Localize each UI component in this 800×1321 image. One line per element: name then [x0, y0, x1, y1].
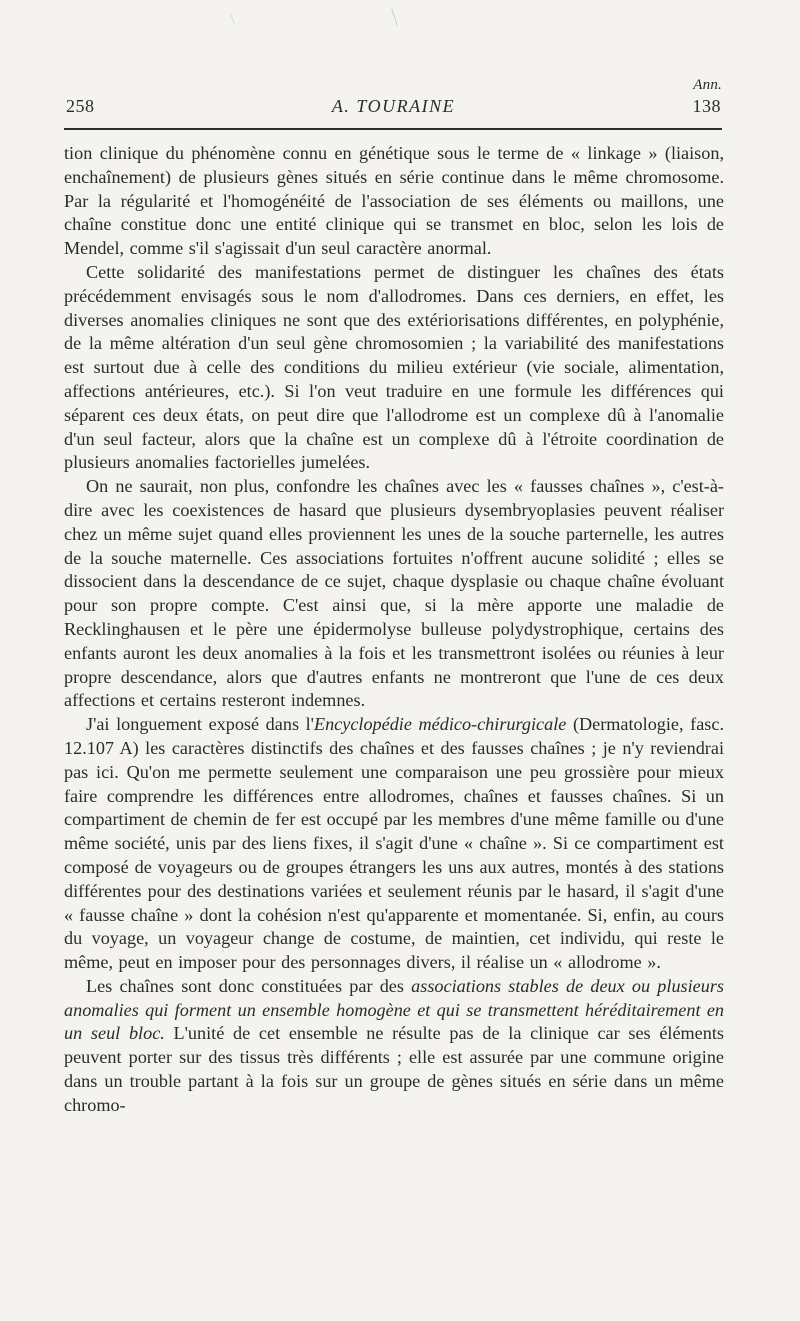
- paragraph: tion clinique du phénomène connu en génétique sous le terme de « linkage » (liaison, enchaînement) de plusieurs gènes situés en série continue dans le même chromosome. Par la régularité et l'homogénéité de l'association de ses éléments ou maillons, une chaîne constitue donc une entité clinique qui se transmet en bloc, selon les lois de Mendel, comme s'il s'agissait d'un seul caractère anormal.: [64, 143, 724, 259]
- paragraph-text: (Dermatologie, fasc. 12.107 A) les caractères distinctifs des chaînes et des fausses chaînes ; je n'y reviendrai pas ici. Qu'on me permette seulement une comparaison une peu grossière pour mieux faire comprendre les différences entre allodromes, chaînes et fausses chaînes. Si un compartiment de chemin de fer est occupé par les membres d'une même famille ou d'une même société, unis par des liens fixes, il s'agit d'une « chaîne ». Si ce compartiment est composé de voyageurs ou de groupes étrangers les uns aux autres, montés à des stations différentes pour des destinations variées et seulement réunis par le hasard, il s'agit d'une « fausse chaîne » dont la cohésion n'est qu'apparente et momentanée. Si, enfin, au cours du voyage, un voyageur change de costume, de maintien, cet individu, qui reste le même, peut en imposer pour des personnages divers, il réalise un « allodrome ».: [64, 714, 724, 973]
- paragraph-text: L'unité de cet ensemble ne résulte pas de la clinique car ses éléments peuvent porter sur des tissus très différents ; elle est assurée par une commune origine dans un trouble partant à la fois sur un groupe de gènes situés en série dans un même chromo-: [64, 1023, 724, 1115]
- italic-title: Encyclopédie médico-chirurgicale: [313, 714, 567, 735]
- page-number: 258: [66, 96, 95, 116]
- paragraph: Cette solidarité des manifestations permet de distinguer les chaînes des états précédemment envisagés sous le nom d'allodromes. Dans ces derniers, en effet, les diverses anomalies cliniques ne sont que des extériorisations différentes, en polyphénie, de la même altération d'un seul gène chromosomien ; la variabilité des manifestations est surtout due à celle des conditions du milieu extérieur (vie sociale, alimentation, affections antérieures, etc.). Si l'on veut traduire en une formule les différences qui séparent ces deux états, on peut dire que l'allodrome est un complexe dû à l'anomalie d'un seul facteur, alors que la chaîne est un complexe dû à l'étroite coordination de plusieurs anomalies factorielles jumelées.: [64, 261, 724, 473]
- page-header: [66, 96, 721, 120]
- paragraph: [64, 713, 724, 975]
- paragraph: [64, 975, 724, 1118]
- paragraph-text: Les chaînes sont donc constituées par des: [86, 975, 412, 996]
- italic-definition: associations stables de deux ou plusieurs anomalies qui forment un ensemble homogène et qui se transmettent héréditairement en un seul bloc.: [64, 975, 724, 1044]
- header-rule: [64, 128, 722, 130]
- journal-abbreviation: Ann.: [693, 77, 722, 93]
- paragraph-text: J'ai longuement exposé dans l': [86, 714, 314, 735]
- body-text: [64, 142, 724, 1118]
- scan-mark: [230, 14, 234, 24]
- running-title: A. TOURAINE: [331, 96, 456, 116]
- paragraph: On ne saurait, non plus, confondre les chaînes avec les « fausses chaînes », c'est-à-dire avec les coexistences de hasard que plusieurs dysembryoplasies peuvent réaliser chez un même sujet quand elles proviennent les unes de la souche parternelle, les autres de la souche maternelle. Ces associations fortuites n'offrent aucune solidité ; elles se dissocient dans la descendance de ce sujet, chaque dysplasie ou chaque chaîne évoluant pour son propre compte. C'est ainsi que, si la mère apporte une maladie de Recklinghausen et le père une épidermolyse bulleuse polydystrophique, certains des enfants auront les deux anomalies à la fois et les transmettront isolées ou réunies à leur propre descendance, alors que d'autres enfants ne montreront que l'une de ces deux affections et certains resteront indemnes.: [64, 476, 724, 711]
- scan-mark: [391, 8, 398, 25]
- volume-number: 138: [692, 96, 721, 116]
